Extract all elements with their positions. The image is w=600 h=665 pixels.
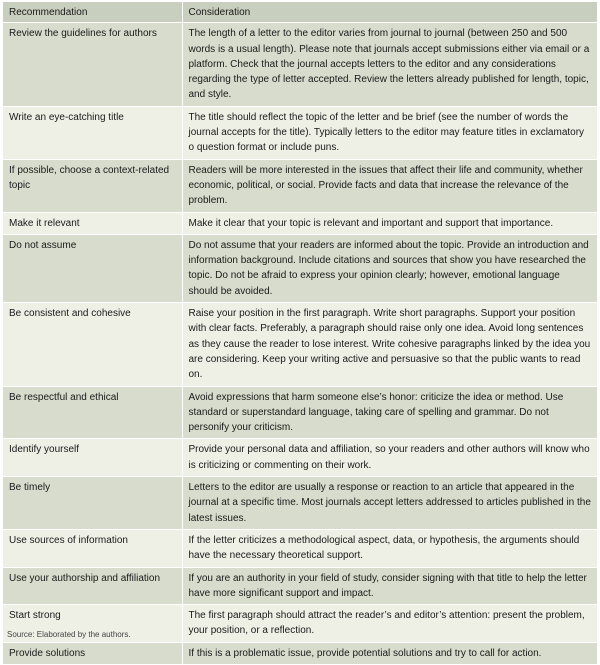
table-row xyxy=(3,212,597,234)
consideration-cell: Do not assume that your readers are informed about the topic. Provide an introduction and information background. Include citations and sources that show you have researched the topic. Do not be afraid to express your opinion clearly; however, emotional language should be avoided. xyxy=(182,234,597,302)
consideration-cell: Avoid expressions that harm someone else’s honor: criticize the idea or method. Use standard or superstandard language, taking care of spelling and grammar. Do not personify your criticism. xyxy=(182,386,597,439)
consideration-cell: If this is a problematic issue, provide potential solutions and try to call for action. xyxy=(182,642,597,664)
consideration-cell: The length of a letter to the editor varies from journal to journal (between 250 and 500 words is a usual length). Please note that journals accept submissions either via email or a platform. Check that the journal accepts letters to the editor and any considerations regarding the type of letter accepted. Review the letters already published for length, topic, and style. xyxy=(182,23,597,106)
recommendation-cell: Write an eye-catching title xyxy=(3,106,182,159)
table-row xyxy=(3,567,597,605)
table-row xyxy=(3,106,597,159)
recommendation-cell: Identify yourself xyxy=(3,439,182,477)
recommendation-cell: Be respectful and ethical xyxy=(3,386,182,439)
table-row xyxy=(3,529,597,567)
recommendation-cell: Be timely xyxy=(3,477,182,530)
table-row xyxy=(3,439,597,477)
header-row xyxy=(3,2,597,23)
recommendation-cell: Use sources of information xyxy=(3,529,182,567)
recommendation-cell: Make it relevant xyxy=(3,212,182,234)
table-row xyxy=(3,303,597,386)
table-footnote: Source: Elaborated by the authors. xyxy=(7,630,131,639)
recommendations-table xyxy=(3,2,597,665)
header-consideration: Consideration xyxy=(182,2,597,23)
consideration-cell: Readers will be more interested in the issues that affect their life and community, whether economic, political, or social. Provide facts and data that increase the relevance of the problem. xyxy=(182,159,597,212)
table-row xyxy=(3,642,597,664)
recommendation-cell: Use your authorship and affiliation xyxy=(3,567,182,605)
consideration-cell: Provide your personal data and affiliation, so your readers and other authors will know who is criticizing or commenting on their work. xyxy=(182,439,597,477)
consideration-cell: If the letter criticizes a methodological aspect, data, or hypothesis, the arguments should have the necessary theoretical support. xyxy=(182,529,597,567)
consideration-cell: The title should reflect the topic of the letter and be brief (see the number of words the journal accepts for the title). Typically letters to the editor may feature titles in exclamatory o question format or include puns. xyxy=(182,106,597,159)
table-row xyxy=(3,386,597,439)
recommendation-cell: Do not assume xyxy=(3,234,182,302)
consideration-cell: Make it clear that your topic is relevant and important and support that importance. xyxy=(182,212,597,234)
recommendation-cell: Review the guidelines for authors xyxy=(3,23,182,106)
consideration-cell: Letters to the editor are usually a response or reaction to an article that appeared in the journal at a specific time. Most journals accept letters addressed to articles published in the latest issues. xyxy=(182,477,597,530)
table-row xyxy=(3,234,597,302)
recommendation-cell: Be consistent and cohesive xyxy=(3,303,182,386)
header-recommendation: Recommendation xyxy=(3,2,182,23)
recommendation-cell: If possible, choose a context-related topic xyxy=(3,159,182,212)
consideration-cell: The first paragraph should attract the reader’s and editor’s attention: present the problem, your position, or a reflection. xyxy=(182,605,597,643)
table-row xyxy=(3,477,597,530)
consideration-cell: If you are an authority in your field of study, consider signing with that title to help the letter have more significant support and impact. xyxy=(182,567,597,605)
recommendation-cell: Provide solutions xyxy=(3,642,182,664)
consideration-cell: Raise your position in the first paragraph. Write short paragraphs. Support your position with clear facts. Preferably, a paragraph should raise only one idea. Avoid long sentences as they cause the reader to lose interest. Write cohesive paragraphs linked by the idea you are considering. Keep your writing active and persuasive so that the public wants to read on. xyxy=(182,303,597,386)
table-row xyxy=(3,159,597,212)
table-row xyxy=(3,23,597,106)
recommendation-cell: Start strong xyxy=(3,605,182,643)
